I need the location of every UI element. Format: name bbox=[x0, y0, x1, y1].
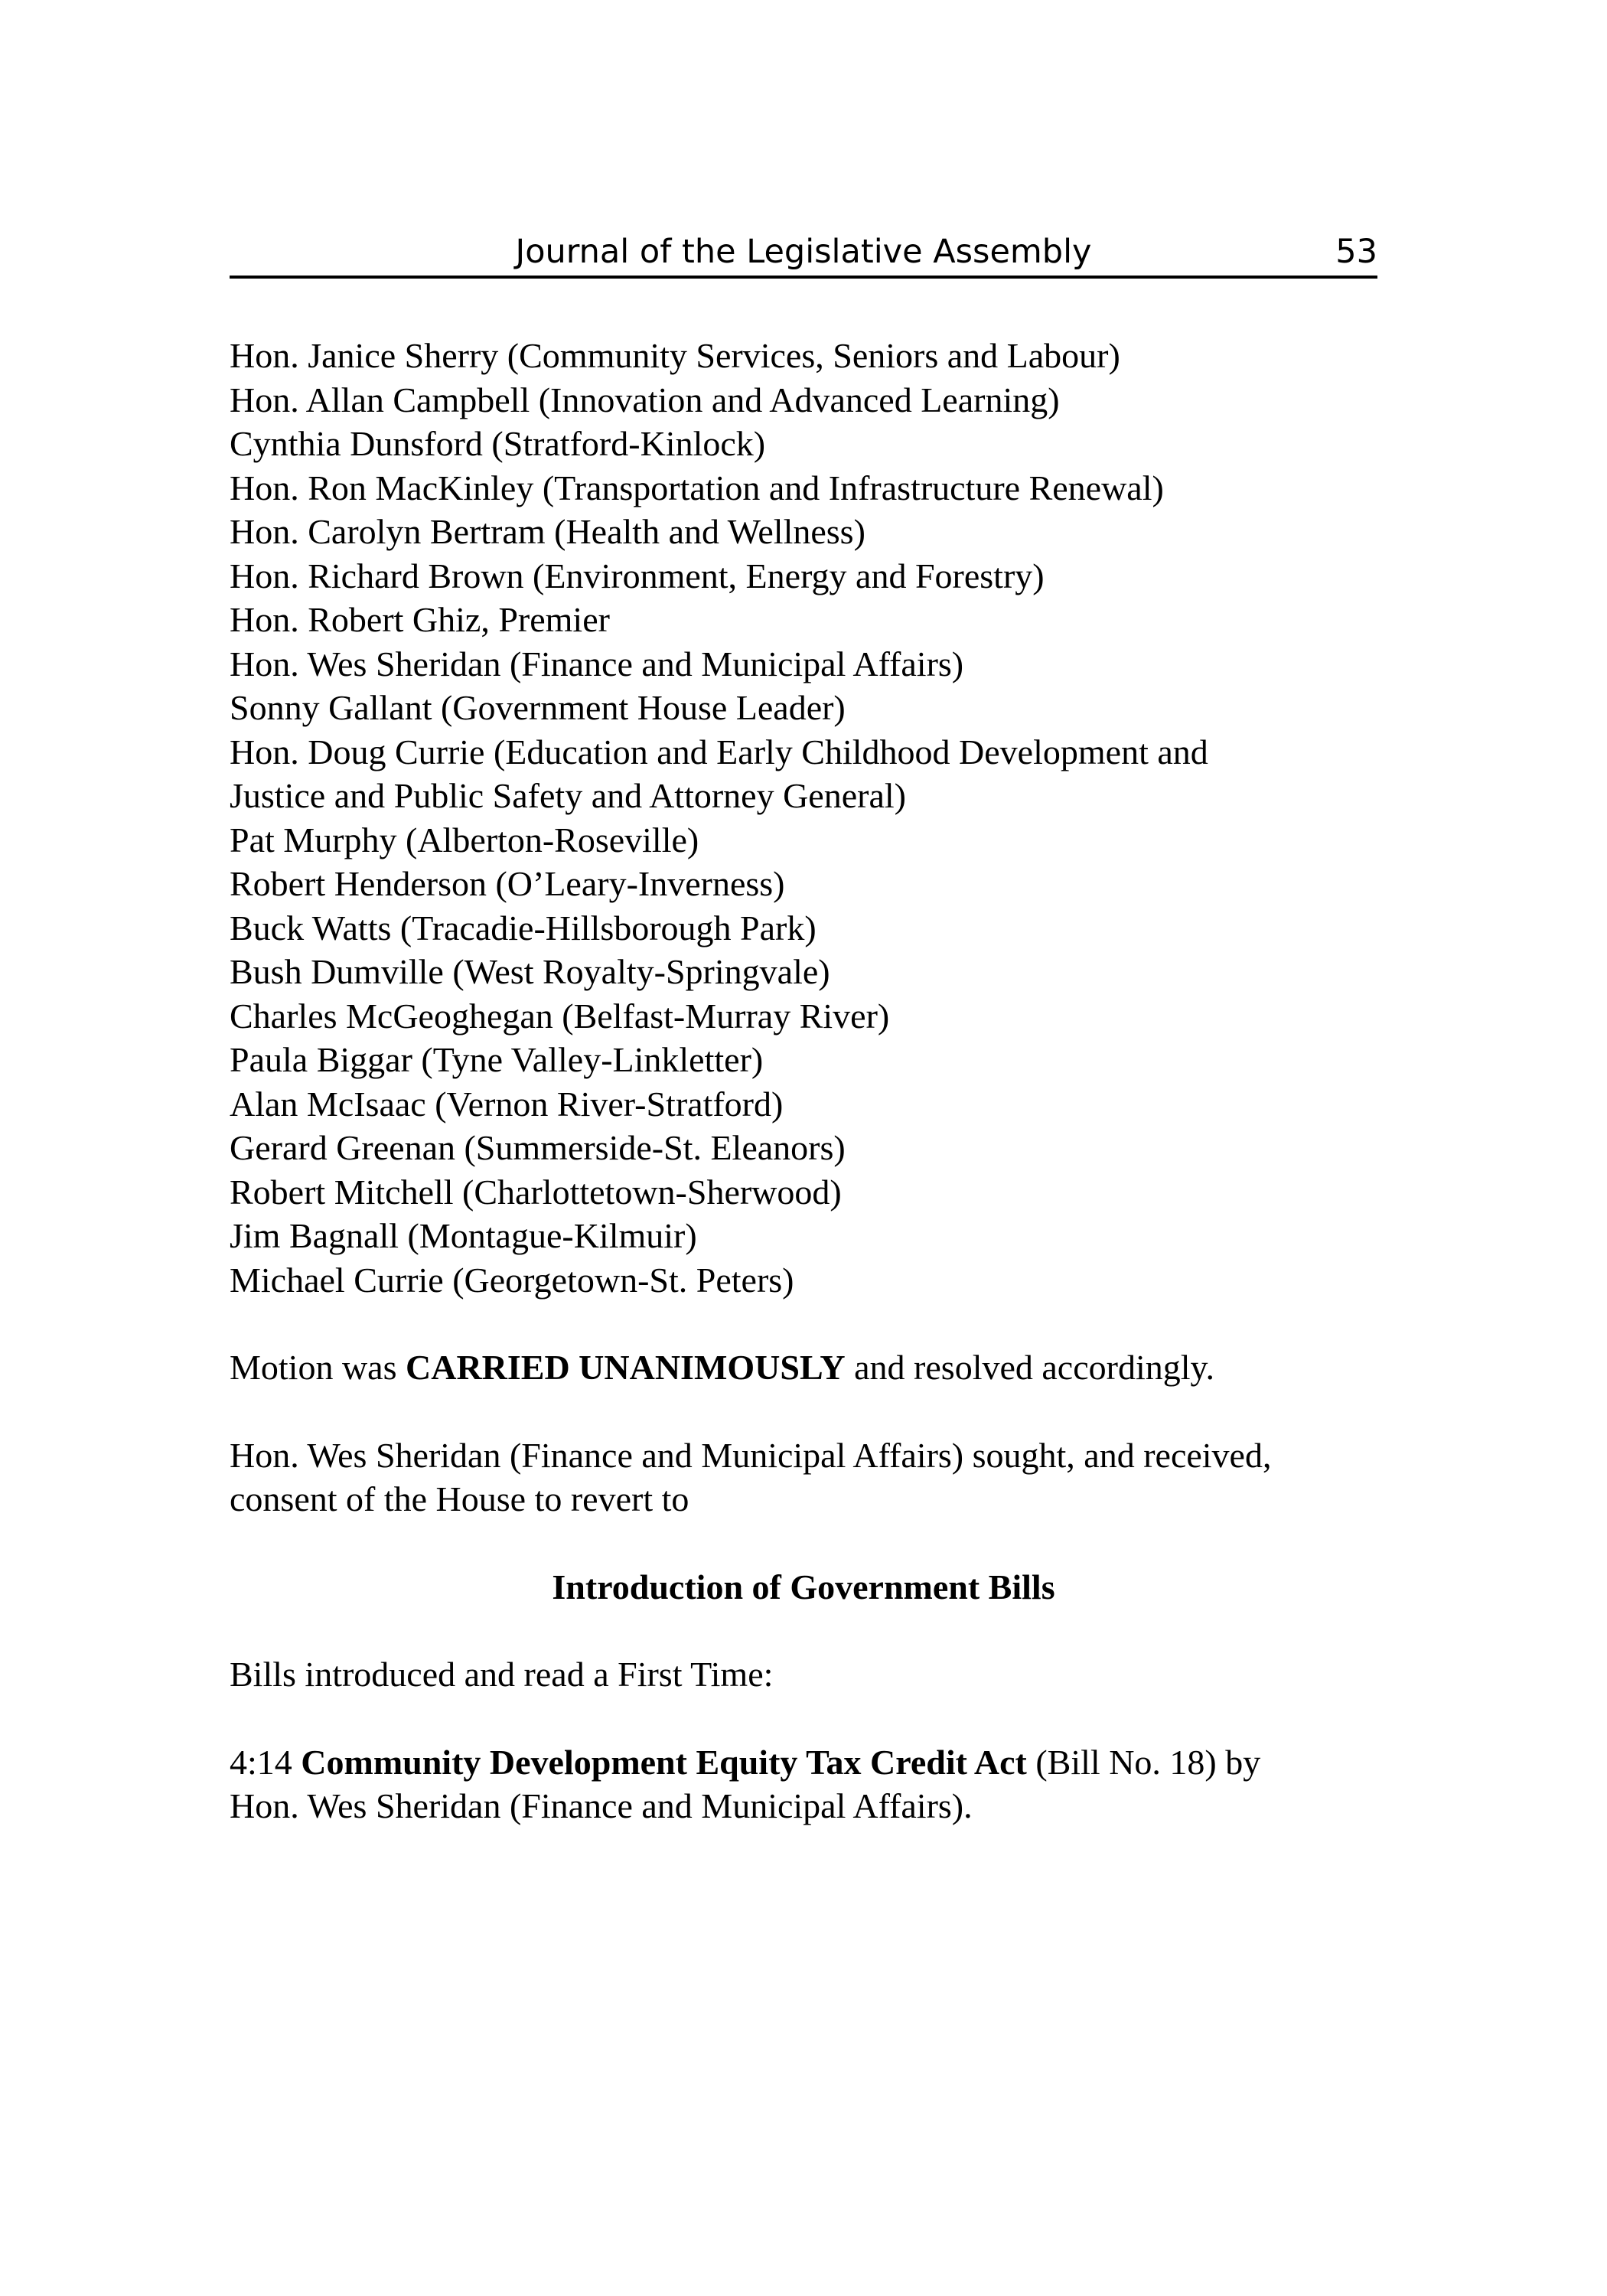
list-item: Cynthia Dunsford (Stratford-Kinlock) bbox=[230, 424, 766, 463]
list-item: Hon. Ron MacKinley (Transportation and Infrastructure Renewal) bbox=[230, 468, 1164, 507]
list-item: Pat Murphy (Alberton-Roseville) bbox=[230, 820, 699, 859]
list-item-continuation: Justice and Public Safety and Attorney General) bbox=[230, 776, 906, 815]
list-item: Hon. Doug Currie (Education and Early Childhood Development and bbox=[230, 732, 1208, 771]
consent-line-2: consent of the House to revert to bbox=[230, 1479, 689, 1518]
bill-entry bbox=[230, 1740, 1377, 1828]
list-item: Hon. Robert Ghiz, Premier bbox=[230, 600, 610, 639]
list-item: Alan McIsaac (Vernon River-Stratford) bbox=[230, 1084, 784, 1124]
header-rule bbox=[230, 276, 1377, 279]
list-item: Hon. Wes Sheridan (Finance and Municipal Affairs) bbox=[230, 644, 964, 683]
list-item: Hon. Janice Sherry (Community Services, Seniors and Labour) bbox=[230, 336, 1120, 375]
section-heading: Introduction of Government Bills bbox=[552, 1567, 1055, 1606]
motion-suffix: and resolved accordingly. bbox=[845, 1348, 1215, 1387]
page-header bbox=[230, 230, 1377, 277]
bill-detail: (Bill No. 18) by bbox=[1026, 1742, 1261, 1782]
list-item: Gerard Greenan (Summerside-St. Eleanors) bbox=[230, 1128, 846, 1167]
list-item: Buck Watts (Tracadie-Hillsborough Park) bbox=[230, 908, 817, 947]
list-item: Bush Dumville (West Royalty-Springvale) bbox=[230, 952, 830, 991]
list-item: Jim Bagnall (Montague-Kilmuir) bbox=[230, 1216, 697, 1255]
list-item: Michael Currie (Georgetown-St. Peters) bbox=[230, 1260, 794, 1300]
bills-intro: Bills introduced and read a First Time: bbox=[230, 1655, 774, 1694]
list-item: Hon. Carolyn Bertram (Health and Wellness) bbox=[230, 512, 865, 551]
list-item: Hon. Richard Brown (Environment, Energy and Forestry) bbox=[230, 556, 1045, 595]
list-item: Hon. Allan Campbell (Innovation and Advanced Learning) bbox=[230, 380, 1060, 419]
journal-title: Journal of the Legislative Assembly bbox=[515, 233, 1092, 271]
attendee-list bbox=[230, 334, 1377, 1302]
list-item: Robert Henderson (O’Leary-Inverness) bbox=[230, 864, 785, 903]
consent-paragraph bbox=[230, 1433, 1377, 1521]
motion-emphasis: CARRIED UNANIMOUSLY bbox=[406, 1348, 846, 1387]
motion-prefix: Motion was bbox=[230, 1348, 406, 1387]
bill-sponsor: Hon. Wes Sheridan (Finance and Municipal Affairs). bbox=[230, 1786, 973, 1825]
list-item: Sonny Gallant (Government House Leader) bbox=[230, 688, 846, 727]
page-number: 53 bbox=[1335, 233, 1377, 271]
consent-line-1: Hon. Wes Sheridan (Finance and Municipal Affairs) sought, and received, bbox=[230, 1435, 1272, 1475]
bill-time: 4:14 bbox=[230, 1742, 302, 1782]
list-item: Charles McGeoghegan (Belfast-Murray River) bbox=[230, 996, 890, 1035]
motion-result bbox=[230, 1345, 1377, 1390]
bill-title: Community Development Equity Tax Credit Act bbox=[301, 1742, 1027, 1782]
journal-body bbox=[230, 334, 1377, 1828]
list-item: Paula Biggar (Tyne Valley-Linkletter) bbox=[230, 1040, 764, 1079]
list-item: Robert Mitchell (Charlottetown-Sherwood) bbox=[230, 1172, 842, 1212]
